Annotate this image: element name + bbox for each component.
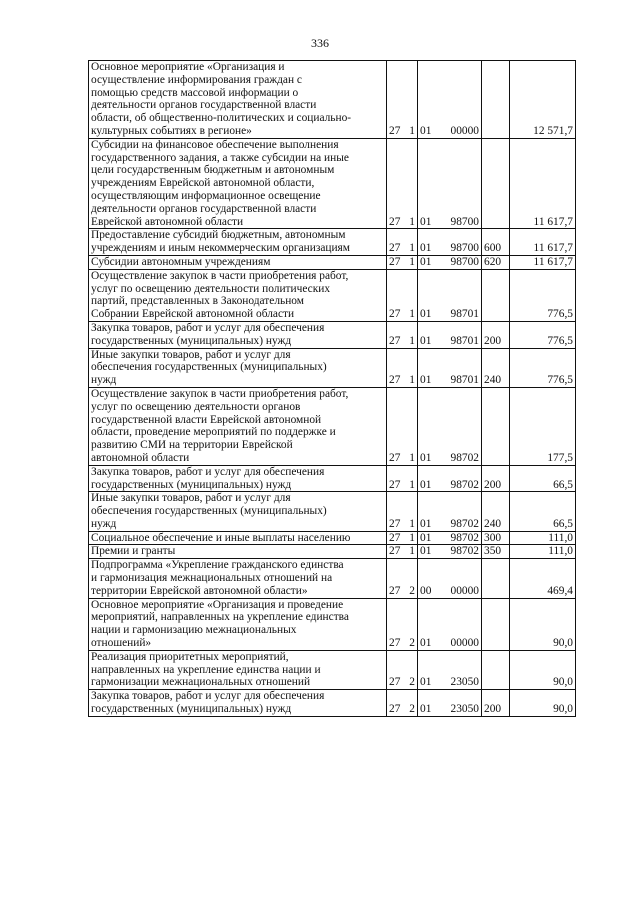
row-name-line: нужд (91, 374, 117, 387)
code-code: 98702 (450, 451, 479, 464)
table-row (89, 650, 576, 689)
row-name-line: направленных на укрепление единства нации и (91, 663, 321, 676)
code-p3: 01 (420, 242, 432, 255)
program-code (387, 255, 418, 269)
row-name-line: Социальное обеспечение и иные выплаты населению (91, 531, 351, 544)
amount: 177,5 (510, 387, 576, 465)
direction-code (418, 348, 482, 387)
row-name-line: автономной области (91, 451, 190, 464)
row-name-line: государственных (муниципальных) нужд (91, 703, 292, 716)
code-p3: 01 (420, 215, 432, 228)
program-code (387, 321, 418, 348)
code-p2: 2 (409, 637, 415, 650)
expense-type-code (482, 138, 510, 229)
code-p2: 1 (409, 215, 415, 228)
code-p2: 1 (409, 124, 415, 137)
code-code: 23050 (450, 703, 479, 716)
program-code (387, 61, 418, 139)
amount: 776,5 (510, 321, 576, 348)
direction-code (418, 255, 482, 269)
row-name-line: области, об общественно-политических и социально- (91, 112, 352, 125)
table-row (89, 269, 576, 321)
code-p3: 01 (420, 308, 432, 321)
row-name-line: обеспечения государственных (муниципальных) (91, 361, 327, 374)
code-p3: 01 (420, 478, 432, 491)
code-p2: 1 (409, 451, 415, 464)
row-name-line: отношений» (91, 637, 152, 650)
table-row (89, 598, 576, 650)
code-code: 00000 (450, 584, 479, 597)
table-row (89, 61, 576, 139)
code-p3: 01 (420, 374, 432, 387)
amount: 469,4 (510, 559, 576, 598)
row-name-line: мероприятий, направленных на укрепление единства (91, 611, 349, 624)
direction-code (418, 229, 482, 256)
row-name (89, 321, 387, 348)
code-p1: 27 (389, 637, 401, 650)
expense-type-code: 300 (482, 531, 510, 545)
row-name (89, 138, 387, 229)
code-p3: 01 (420, 637, 432, 650)
amount: 11 617,7 (510, 138, 576, 229)
code-p3: 01 (420, 531, 432, 544)
row-name (89, 465, 387, 492)
row-name (89, 545, 387, 559)
row-name-line: деятельности органов государственной власти (91, 99, 317, 112)
row-name (89, 531, 387, 545)
row-name-line: Реализация приоритетных мероприятий, (91, 650, 289, 663)
code-code: 98702 (450, 545, 479, 558)
direction-code (418, 465, 482, 492)
code-p3: 00 (420, 584, 432, 597)
code-p1: 27 (389, 451, 401, 464)
row-name (89, 61, 387, 139)
amount: 12 571,7 (510, 61, 576, 139)
table-row (89, 138, 576, 229)
code-p1: 27 (389, 478, 401, 491)
code-p1: 27 (389, 215, 401, 228)
code-code: 23050 (450, 676, 479, 689)
code-code: 98702 (450, 517, 479, 530)
program-code (387, 465, 418, 492)
code-p3: 01 (420, 517, 432, 530)
row-name-line: Осуществление закупок в части приобретения работ, (91, 387, 349, 400)
amount: 11 617,7 (510, 229, 576, 256)
direction-code (418, 559, 482, 598)
code-code: 00000 (450, 637, 479, 650)
amount: 111,0 (510, 531, 576, 545)
program-code (387, 559, 418, 598)
direction-code (418, 650, 482, 689)
code-p2: 2 (409, 676, 415, 689)
row-name-line: территории Еврейской автономной области» (91, 584, 308, 597)
amount: 11 617,7 (510, 255, 576, 269)
program-code (387, 531, 418, 545)
code-p3: 01 (420, 545, 432, 558)
row-name (89, 650, 387, 689)
code-p2: 1 (409, 517, 415, 530)
row-name (89, 598, 387, 650)
code-code: 98700 (450, 255, 479, 268)
row-name-line: помощью средств массовой информации о (91, 86, 299, 99)
code-p1: 27 (389, 517, 401, 530)
row-name-line: Премии и гранты (91, 545, 176, 558)
row-name-line: и гармонизация межнациональных отношений на (91, 572, 333, 585)
expense-type-code (482, 269, 510, 321)
row-name-line: Осуществление закупок в части приобретения работ, (91, 269, 349, 282)
table-row (89, 492, 576, 531)
table-row (89, 531, 576, 545)
expense-type-code: 240 (482, 348, 510, 387)
direction-code (418, 269, 482, 321)
row-name-line: Еврейской автономной области (91, 215, 244, 228)
code-p3: 01 (420, 124, 432, 137)
code-p3: 01 (420, 703, 432, 716)
expense-type-code (482, 598, 510, 650)
code-code: 98702 (450, 531, 479, 544)
code-p3: 01 (420, 451, 432, 464)
code-code: 98701 (450, 334, 479, 347)
code-p2: 1 (409, 545, 415, 558)
row-name (89, 229, 387, 256)
table-row (89, 348, 576, 387)
code-p2: 1 (409, 531, 415, 544)
expense-type-code (482, 387, 510, 465)
expense-type-code (482, 559, 510, 598)
code-p1: 27 (389, 531, 401, 544)
row-name-line: деятельности органов государственной власти (91, 202, 317, 215)
code-p3: 01 (420, 334, 432, 347)
code-p2: 1 (409, 242, 415, 255)
expense-type-code: 620 (482, 255, 510, 269)
table-row (89, 465, 576, 492)
row-name-line: Субсидии на финансовое обеспечение выполнения (91, 138, 339, 151)
row-name-line: цели государственным бюджетным и автономным (91, 164, 335, 177)
direction-code (418, 492, 482, 531)
row-name-line: Иные закупки товаров, работ и услуг для (91, 492, 291, 505)
row-name-line: услуг по освещению деятельности политических (91, 282, 331, 295)
code-p1: 27 (389, 676, 401, 689)
table-row (89, 690, 576, 717)
amount: 66,5 (510, 465, 576, 492)
row-name-line: Собрании Еврейской автономной области (91, 308, 295, 321)
expense-type-code (482, 650, 510, 689)
row-name-line: нации и гармонизацию межнациональных (91, 624, 297, 637)
code-code: 98701 (450, 308, 479, 321)
row-name-line: Закупка товаров, работ и услуг для обеспечения (91, 321, 325, 334)
code-code: 98701 (450, 374, 479, 387)
row-name-line: учреждениям и иным некоммерческим организациям (91, 242, 351, 255)
code-p2: 2 (409, 703, 415, 716)
code-p3: 01 (420, 676, 432, 689)
budget-table (88, 60, 576, 717)
direction-code (418, 61, 482, 139)
direction-code (418, 690, 482, 717)
amount: 776,5 (510, 348, 576, 387)
amount: 90,0 (510, 690, 576, 717)
row-name-line: осуществляющим информационное освещение (91, 189, 321, 202)
program-code (387, 348, 418, 387)
code-code: 98700 (450, 215, 479, 228)
code-p1: 27 (389, 334, 401, 347)
row-name (89, 269, 387, 321)
program-code (387, 387, 418, 465)
code-code: 98702 (450, 478, 479, 491)
amount: 776,5 (510, 269, 576, 321)
code-p1: 27 (389, 545, 401, 558)
amount: 90,0 (510, 598, 576, 650)
program-code (387, 269, 418, 321)
table-row (89, 545, 576, 559)
row-name-line: партий, представленных в Законодательном (91, 295, 304, 308)
code-p2: 1 (409, 374, 415, 387)
direction-code (418, 545, 482, 559)
row-name (89, 492, 387, 531)
row-name-line: Основное мероприятие «Организация и проведение (91, 598, 344, 611)
row-name (89, 559, 387, 598)
amount: 66,5 (510, 492, 576, 531)
direction-code (418, 598, 482, 650)
table-row (89, 321, 576, 348)
code-p1: 27 (389, 308, 401, 321)
row-name-line: осуществление информирования граждан с (91, 73, 302, 86)
code-p1: 27 (389, 703, 401, 716)
code-code: 00000 (450, 124, 479, 137)
expense-type-code (482, 61, 510, 139)
row-name-line: государственной власти Еврейской автономной (91, 413, 322, 426)
row-name-line: государственных (муниципальных) нужд (91, 334, 292, 347)
amount: 111,0 (510, 545, 576, 559)
row-name-line: государственного задания, а также субсидии на иные (91, 151, 349, 164)
code-p1: 27 (389, 374, 401, 387)
page-number: 336 (311, 36, 329, 50)
row-name-line: нужд (91, 517, 117, 530)
row-name-line: услуг по освещению деятельности органов (91, 400, 301, 413)
table-row (89, 229, 576, 256)
code-p1: 27 (389, 255, 401, 268)
direction-code (418, 387, 482, 465)
row-name-line: Подпрограмма «Укрепление гражданского единства (91, 559, 344, 572)
program-code (387, 138, 418, 229)
direction-code (418, 321, 482, 348)
table-row (89, 559, 576, 598)
code-p2: 2 (409, 584, 415, 597)
row-name (89, 690, 387, 717)
program-code (387, 598, 418, 650)
row-name-line: Основное мероприятие «Организация и (91, 61, 285, 73)
row-name-line: учреждениям Еврейской автономной области, (91, 177, 315, 190)
expense-type-code: 350 (482, 545, 510, 559)
amount: 90,0 (510, 650, 576, 689)
direction-code (418, 531, 482, 545)
expense-type-code: 240 (482, 492, 510, 531)
row-name-line: Предоставление субсидий бюджетным, автономным (91, 229, 346, 242)
program-code (387, 650, 418, 689)
code-p3: 01 (420, 255, 432, 268)
row-name-line: Иные закупки товаров, работ и услуг для (91, 348, 291, 361)
direction-code (418, 138, 482, 229)
row-name-line: Субсидии автономным учреждениям (91, 255, 271, 268)
code-p2: 1 (409, 478, 415, 491)
program-code (387, 229, 418, 256)
program-code (387, 492, 418, 531)
code-p2: 1 (409, 308, 415, 321)
row-name-line: развитию СМИ на территории Еврейской (91, 439, 293, 452)
row-name-line: Закупка товаров, работ и услуг для обеспечения (91, 465, 325, 478)
code-p2: 1 (409, 334, 415, 347)
row-name (89, 348, 387, 387)
row-name (89, 255, 387, 269)
code-p1: 27 (389, 584, 401, 597)
row-name (89, 387, 387, 465)
expense-type-code: 200 (482, 465, 510, 492)
code-code: 98700 (450, 242, 479, 255)
program-code (387, 545, 418, 559)
row-name-line: гармонизации межнациональных отношений (91, 676, 311, 689)
program-code (387, 690, 418, 717)
table-row (89, 387, 576, 465)
row-name-line: государственных (муниципальных) нужд (91, 478, 292, 491)
row-name-line: обеспечения государственных (муниципальных) (91, 505, 327, 518)
expense-type-code: 200 (482, 321, 510, 348)
expense-type-code: 600 (482, 229, 510, 256)
row-name-line: культурных событиях в регионе» (91, 124, 252, 137)
code-p1: 27 (389, 242, 401, 255)
expense-type-code: 200 (482, 690, 510, 717)
row-name-line: области, проведение мероприятий по поддержке и (91, 426, 336, 439)
table-row (89, 255, 576, 269)
code-p1: 27 (389, 124, 401, 137)
row-name-line: Закупка товаров, работ и услуг для обеспечения (91, 690, 325, 703)
code-p2: 1 (409, 255, 415, 268)
